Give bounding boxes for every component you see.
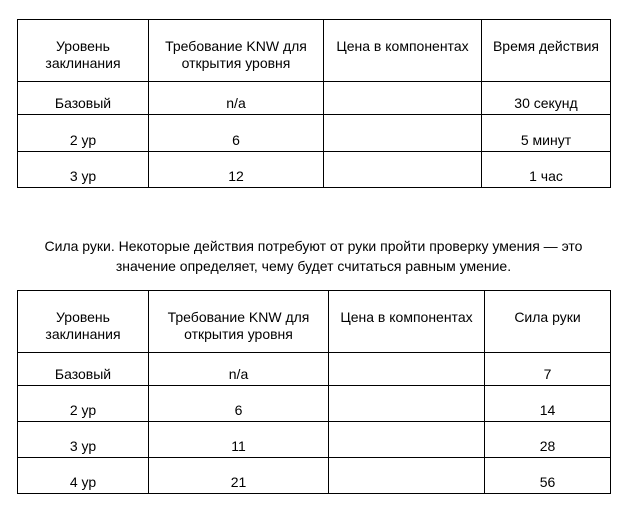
- header-row: [18, 291, 611, 353]
- table-cell: 6: [149, 115, 324, 152]
- table-cell: 3 ур: [18, 422, 149, 458]
- header-row: [18, 20, 611, 82]
- table-cell: [324, 115, 482, 152]
- table-cell: 1 час: [482, 152, 611, 188]
- table-cell: [329, 422, 485, 458]
- table-row: [18, 82, 611, 115]
- table-cell: 2 ур: [18, 386, 149, 422]
- table-cell: 2 ур: [18, 115, 149, 152]
- table-cell: 11: [149, 422, 329, 458]
- header-cell-strength: Сила руки: [485, 291, 611, 353]
- table-cell: 4 ур: [18, 458, 149, 494]
- table-cell: Базовый: [18, 82, 149, 115]
- table-row: [18, 458, 611, 494]
- table-cell: 14: [485, 386, 611, 422]
- header-cell-level: Уровень заклинания: [18, 291, 149, 353]
- table-cell: [329, 458, 485, 494]
- hand-strength-table: [17, 290, 611, 494]
- table-cell: [324, 152, 482, 188]
- header-cell-duration: Время действия: [482, 20, 611, 82]
- duration-table: [17, 19, 611, 188]
- table-cell: 28: [485, 422, 611, 458]
- table-cell: Базовый: [18, 353, 149, 386]
- header-cell-knw: Требование KNW для открытия уровня: [149, 20, 324, 82]
- table-cell: 12: [149, 152, 324, 188]
- table-cell: 21: [149, 458, 329, 494]
- table-cell: 3 ур: [18, 152, 149, 188]
- table-row: [18, 422, 611, 458]
- header-cell-cost: Цена в компонентах: [329, 291, 485, 353]
- table-cell: 30 секунд: [482, 82, 611, 115]
- table-cell: n/a: [149, 353, 329, 386]
- header-cell-knw: Требование KNW для открытия уровня: [149, 291, 329, 353]
- table-row: [18, 115, 611, 152]
- table-cell: [324, 82, 482, 115]
- table-cell: 6: [149, 386, 329, 422]
- table-cell: [329, 353, 485, 386]
- header-cell-cost: Цена в компонентах: [324, 20, 482, 82]
- table-row: [18, 152, 611, 188]
- table-cell: n/a: [149, 82, 324, 115]
- header-cell-level: Уровень заклинания: [18, 20, 149, 82]
- description-paragraph: Сила руки. Некоторые действия потребуют от руки пройти проверку умения — это значение определяет, чему будет считаться равным умение.: [44, 238, 583, 274]
- table-cell: 5 минут: [482, 115, 611, 152]
- table-cell: 7: [485, 353, 611, 386]
- table-cell: [329, 386, 485, 422]
- table-row: [18, 386, 611, 422]
- table-row: [18, 353, 611, 386]
- table-cell: 56: [485, 458, 611, 494]
